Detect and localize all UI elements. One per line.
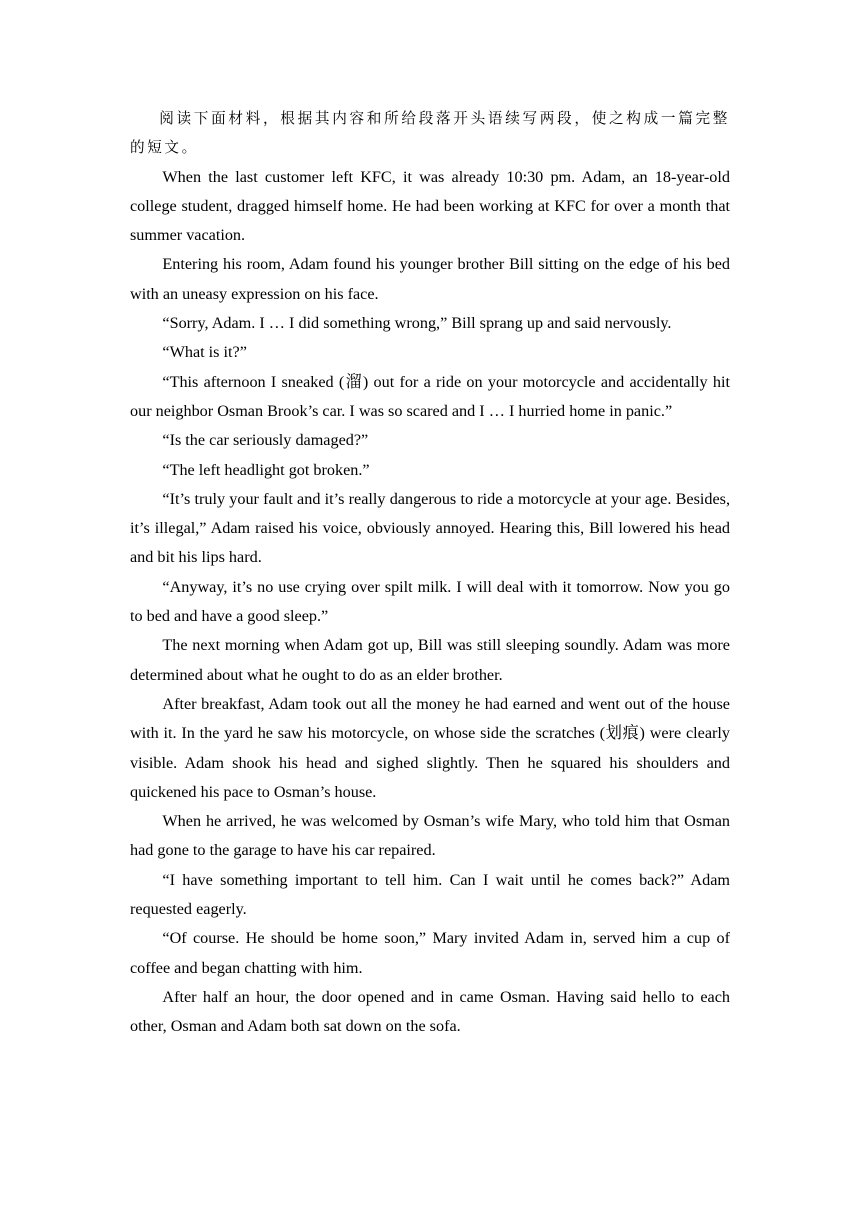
story-paragraph: “The left headlight got broken.” (162, 460, 370, 479)
story-paragraph: After half an hour, the door opened and in came Osman. Having said hello to each other, Osman and Adam both sat down on the sofa. (130, 987, 730, 1036)
story-paragraph: “I have something important to tell him. Can I wait until he comes back?” Adam requested eagerly. (130, 870, 730, 919)
story-paragraph: “Of course. He should be home soon,” Mary invited Adam in, served him a cup of coffee and began chatting with him. (130, 929, 730, 977)
story-paragraph: “Is the car seriously damaged?” (162, 431, 369, 450)
story-paragraph: Entering his room, Adam found his younger brother Bill sitting on the edge of his bed with an uneasy expression on his face. (130, 255, 730, 303)
story-paragraph: “This afternoon I sneaked (溜) out for a ride on your motorcycle and accidentally hit our neighbor Osman Brook’s car. I was so scared and I … I hurried home in panic.” (130, 372, 730, 420)
story-paragraph: The next morning when Adam got up, Bill was still sleeping soundly. Adam was more determined about what he ought to do as an elder brother. (130, 636, 730, 684)
task-instruction: 阅读下面材料，根据其内容和所给段落开头语续写两段，使之构成一篇完整的短文。 (130, 110, 730, 157)
story-paragraph: After breakfast, Adam took out all the money he had earned and went out of the house with it. In the yard he saw his motorcycle, on whose side the scratches (划痕) were clearly visible. Adam shook his head and sighed slightly. Then he squared his shoulders and quickened his pace to Osman’s house. (130, 694, 730, 801)
story-paragraph: When the last customer left KFC, it was already 10:30 pm. Adam, an 18-year-old college student, dragged himself home. He had been working at KFC for over a month that summer vacation. (130, 167, 730, 245)
story-paragraph: “It’s truly your fault and it’s really dangerous to ride a motorcycle at your age. Besides, it’s illegal,” Adam raised his voice, obviously annoyed. Hearing this, Bill lowered his head and bit his lips hard. (130, 489, 730, 567)
story-paragraph: “What is it?” (162, 343, 247, 362)
story-paragraph: “Sorry, Adam. I … I did something wrong,” Bill sprang up and said nervously. (162, 314, 672, 333)
story-paragraph: “Anyway, it’s no use crying over spilt milk. I will deal with it tomorrow. Now you go to bed and have a good sleep.” (130, 577, 730, 626)
document-page (130, 104, 730, 1042)
story-paragraph: When he arrived, he was welcomed by Osman’s wife Mary, who told him that Osman had gone to the garage to have his car repaired. (130, 812, 730, 860)
